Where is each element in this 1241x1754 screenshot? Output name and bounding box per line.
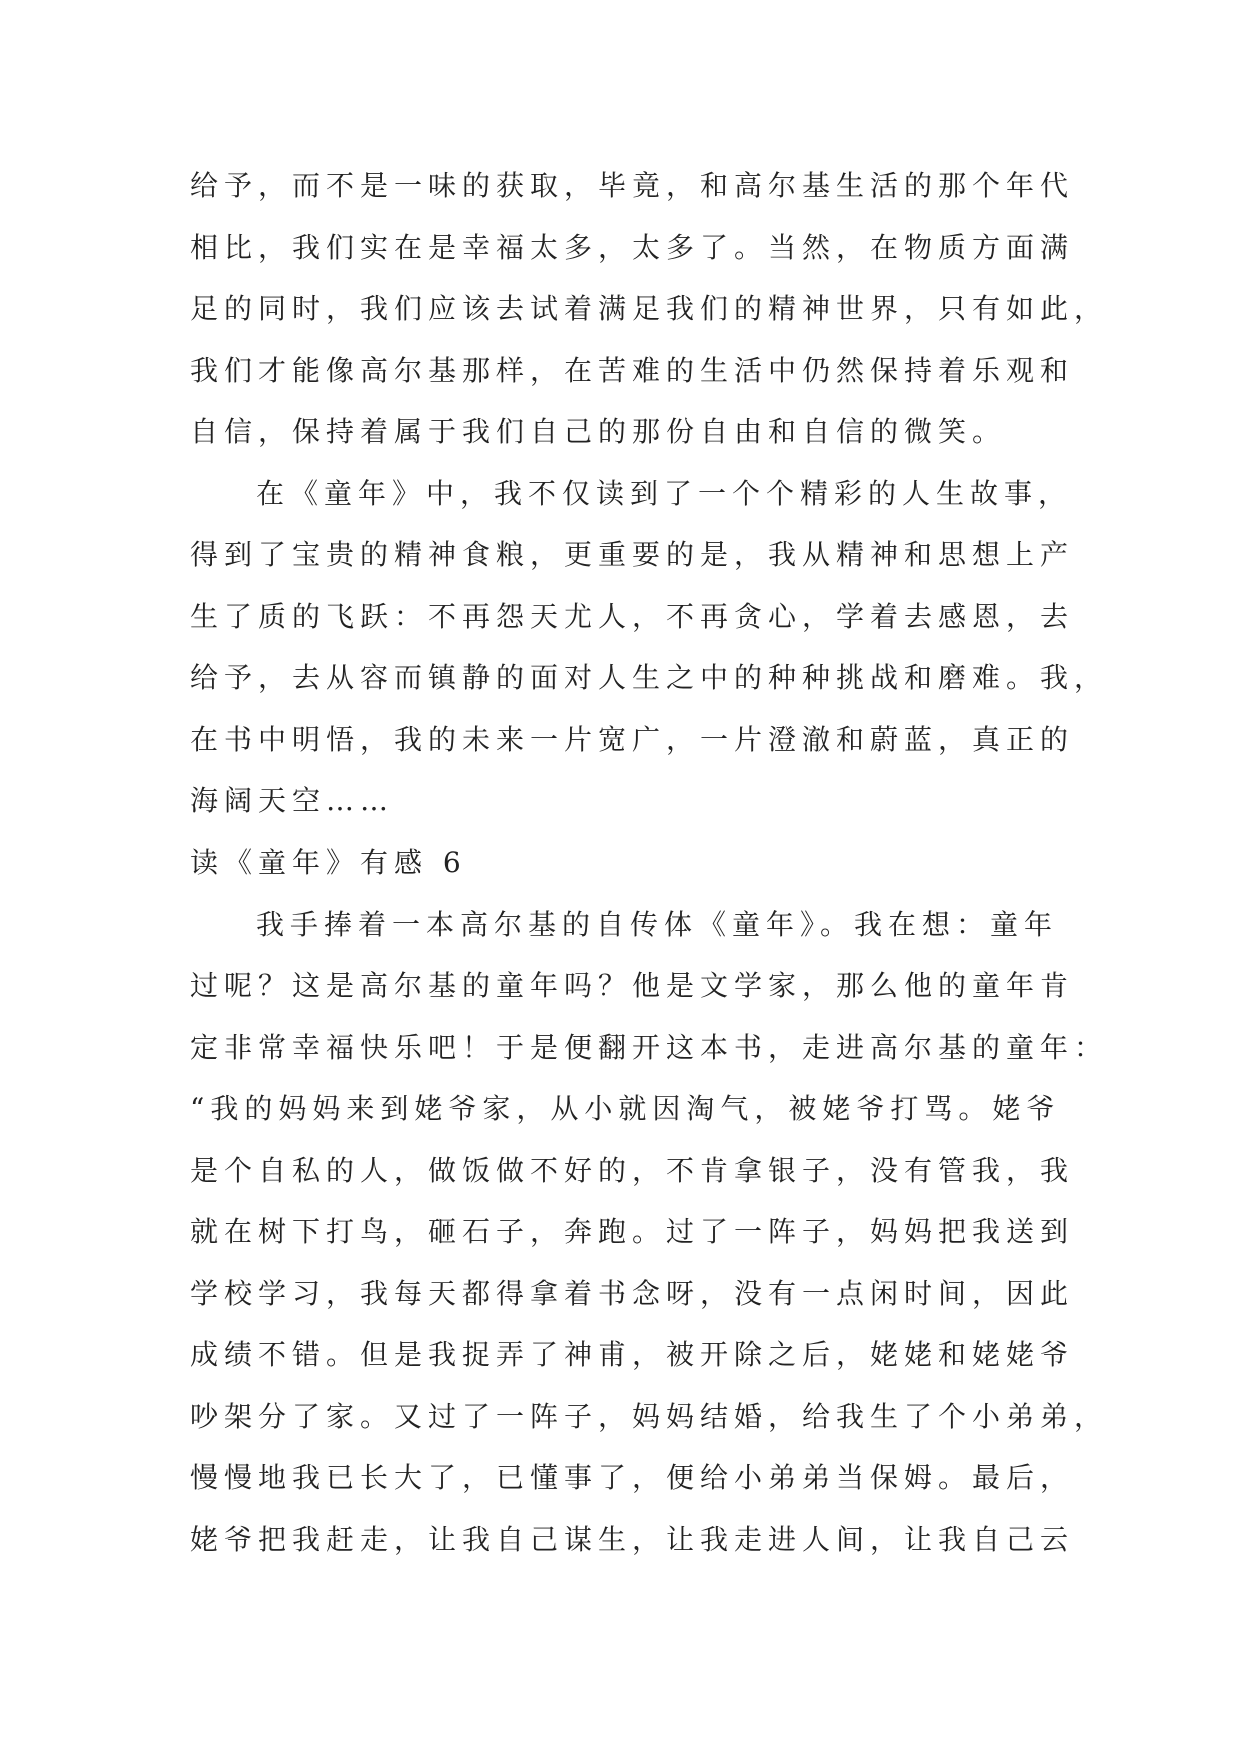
- paragraph-2-line: 海阔天空……: [190, 784, 395, 817]
- paragraph-3-line: 我手捧着一本高尔基的自传体《童年》。我在想：童年: [256, 907, 1059, 941]
- text-block-upper: [190, 155, 1109, 832]
- paragraph-3-line: 就在树下打鸟，砸石子，奔跑。过了一阵子，妈妈把我送到: [190, 1215, 1075, 1248]
- paragraph-3-line: 成绩不错。但是我捉弄了神甫，被开除之后，姥姥和姥姥爷: [190, 1338, 1075, 1371]
- paragraph-3-line: 吵架分了家。又过了一阵子，妈妈结婚，给我生了个小弟弟，: [190, 1399, 1109, 1433]
- paragraph-1-line: 我们才能像高尔基那样，在苦难的生活中仍然保持着乐观和: [190, 353, 1075, 387]
- paragraph-3-line: 慢慢地我已长大了，已懂事了，便给小弟弟当保姆。最后，: [190, 1461, 1075, 1494]
- text-block-lower: [190, 832, 1109, 1570]
- section-title: 读《童年》有感 6: [190, 846, 467, 879]
- paragraph-3-line: 过呢？这是高尔基的童年吗？他是文学家，那么他的童年肯: [190, 969, 1075, 1002]
- paragraph-2-line: 在《童年》中，我不仅读到了一个个精彩的人生故事，: [256, 476, 1073, 510]
- paragraph-3-line: “我的妈妈来到姥爷家，从小就因淘气，被姥爷打骂。姥爷: [190, 1092, 1061, 1125]
- paragraph-2-line: 生了质的飞跃：不再怨天尤人，不再贪心，学着去感恩，去: [190, 599, 1075, 633]
- paragraph-1-line: 自信，保持着属于我们自己的那份自由和自信的微笑。: [190, 415, 1007, 448]
- paragraph-3-line: 是个自私的人，做饭做不好的，不肯拿银子，没有管我，我: [190, 1153, 1075, 1187]
- paragraph-1-line: 足的同时，我们应该去试着满足我们的精神世界，只有如此，: [190, 292, 1109, 325]
- paragraph-2-line: 得到了宝贵的精神食粮，更重要的是，我从精神和思想上产: [190, 538, 1075, 571]
- paragraph-1-line: 给予，而不是一味的获取，毕竟，和高尔基生活的那个年代: [190, 169, 1075, 202]
- paragraph-3-line: 定非常幸福快乐吧！于是便翻开这本书，走进高尔基的童年：: [190, 1030, 1109, 1064]
- paragraph-2-line: 在书中明悟，我的未来一片宽广，一片澄澈和蔚蓝，真正的: [190, 722, 1075, 756]
- paragraph-3-line: 姥爷把我赶走，让我自己谋生，让我走进人间，让我自己云: [190, 1522, 1075, 1556]
- paragraph-1-line: 相比，我们实在是幸福太多，太多了。当然，在物质方面满: [190, 230, 1075, 264]
- paragraph-3-line: 学校学习，我每天都得拿着书念呀，没有一点闲时间，因此: [190, 1276, 1075, 1310]
- paragraph-2-line: 给予，去从容而镇静的面对人生之中的种种挑战和磨难。我，: [190, 661, 1109, 694]
